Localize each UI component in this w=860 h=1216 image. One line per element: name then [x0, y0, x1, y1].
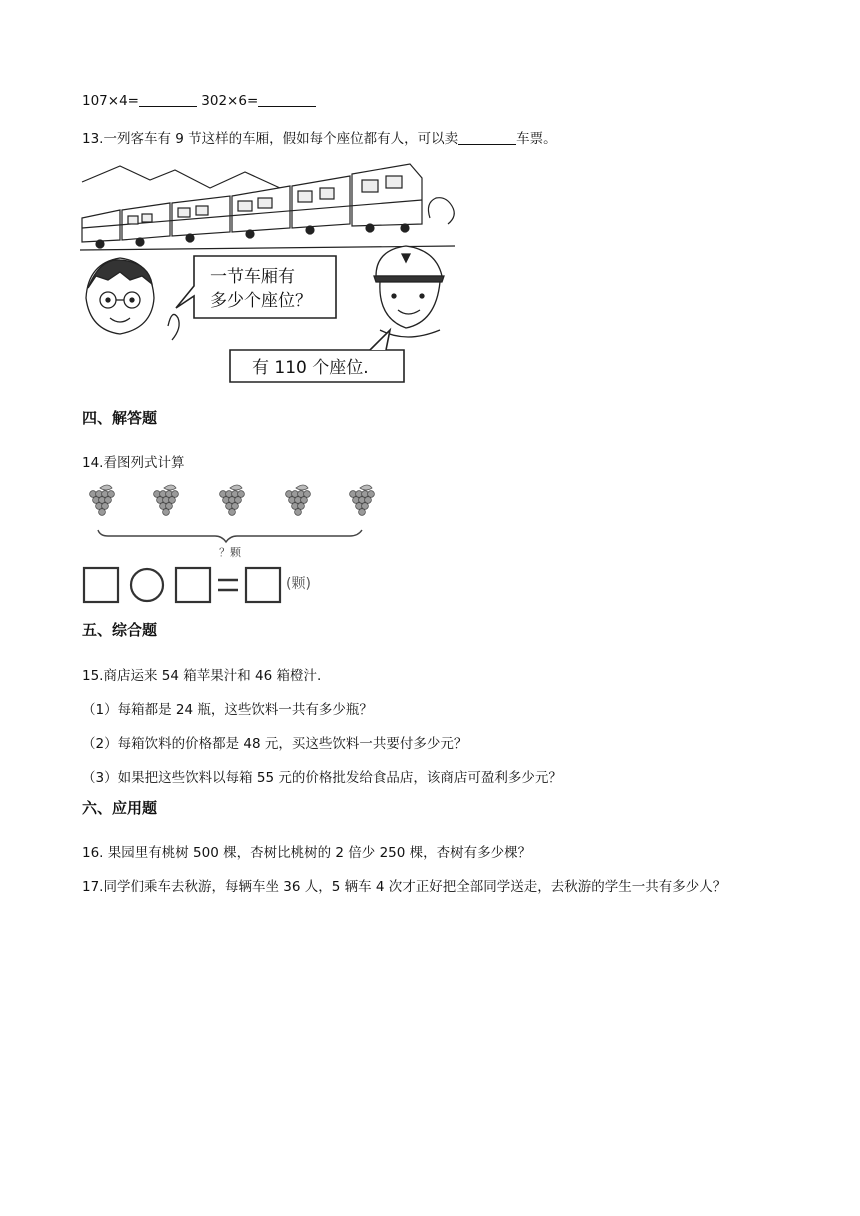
train	[82, 164, 422, 248]
bubble-a-text: 有 110 个座位.	[252, 358, 369, 378]
brace	[98, 530, 362, 542]
q15-part1: （1）每箱都是 24 瓶，这些饮料一共有多少瓶？	[82, 702, 373, 718]
conductor-figure	[374, 246, 444, 337]
grape-bunch-icon	[154, 485, 179, 515]
q17-text: 17.同学们乘车去秋游，每辆车坐 36 人，5 辆车 4 次才正好把全部同学送走，去秋游的学生一共有多少人？	[82, 879, 727, 895]
q12-blank1[interactable]	[139, 92, 197, 107]
grape-bunch-icon	[350, 485, 375, 515]
answer-bubble	[230, 330, 404, 382]
q13-blank[interactable]	[458, 130, 516, 145]
answer-box-3[interactable]	[246, 568, 280, 602]
q15-part3: （3）如果把这些饮料以每箱 55 元的价格批发给食品店，该商店可盈利多少元？	[82, 770, 562, 786]
bubble-q-line1: 一节车厢有	[210, 267, 295, 287]
q13-text-a: 13.一列客车有 9 节这样的车厢，假如每个座位都有人，可以卖	[82, 131, 459, 147]
grape-bunches	[90, 485, 375, 515]
q15-part2: （2）每箱饮料的价格都是 48 元，买这些饮料一共要付多少元？	[82, 736, 468, 752]
boy-figure	[86, 258, 179, 340]
section5-title: 五、综合题	[82, 621, 158, 639]
mountains	[82, 166, 280, 188]
answer-box-2[interactable]	[176, 568, 210, 602]
grapes-diagram	[80, 480, 380, 610]
answer-box-1[interactable]	[84, 568, 118, 602]
q12-line	[82, 92, 316, 109]
section4-title: 四、解答题	[82, 409, 158, 427]
q16-text: 16. 果园里有桃树 500 棵，杏树比桃树的 2 倍少 250 棵，杏树有多少棵？	[82, 845, 532, 861]
bubble-q-line2: 多少个座位？	[210, 291, 312, 311]
question-bubble	[176, 256, 336, 318]
q13-text	[82, 127, 557, 147]
grape-bunch-icon	[90, 485, 115, 515]
section6-title: 六、应用题	[82, 799, 158, 817]
q12-eq2: 302×6=	[201, 93, 259, 109]
q12-blank2[interactable]	[258, 92, 316, 107]
grape-bunch-icon	[286, 485, 311, 515]
q14-text: 14.看图列式计算	[82, 455, 185, 471]
brace-label: ？颗	[219, 546, 241, 559]
train-illustration	[80, 158, 460, 388]
q15-text: 15.商店运来 54 箱苹果汁和 46 箱橙汁.	[82, 668, 322, 684]
unit-label: (颗)	[286, 576, 311, 592]
q13-text-b: 车票。	[516, 131, 557, 147]
operator-circle[interactable]	[131, 569, 163, 601]
grape-bunch-icon	[220, 485, 245, 515]
q12-eq1: 107×4=	[82, 93, 139, 109]
